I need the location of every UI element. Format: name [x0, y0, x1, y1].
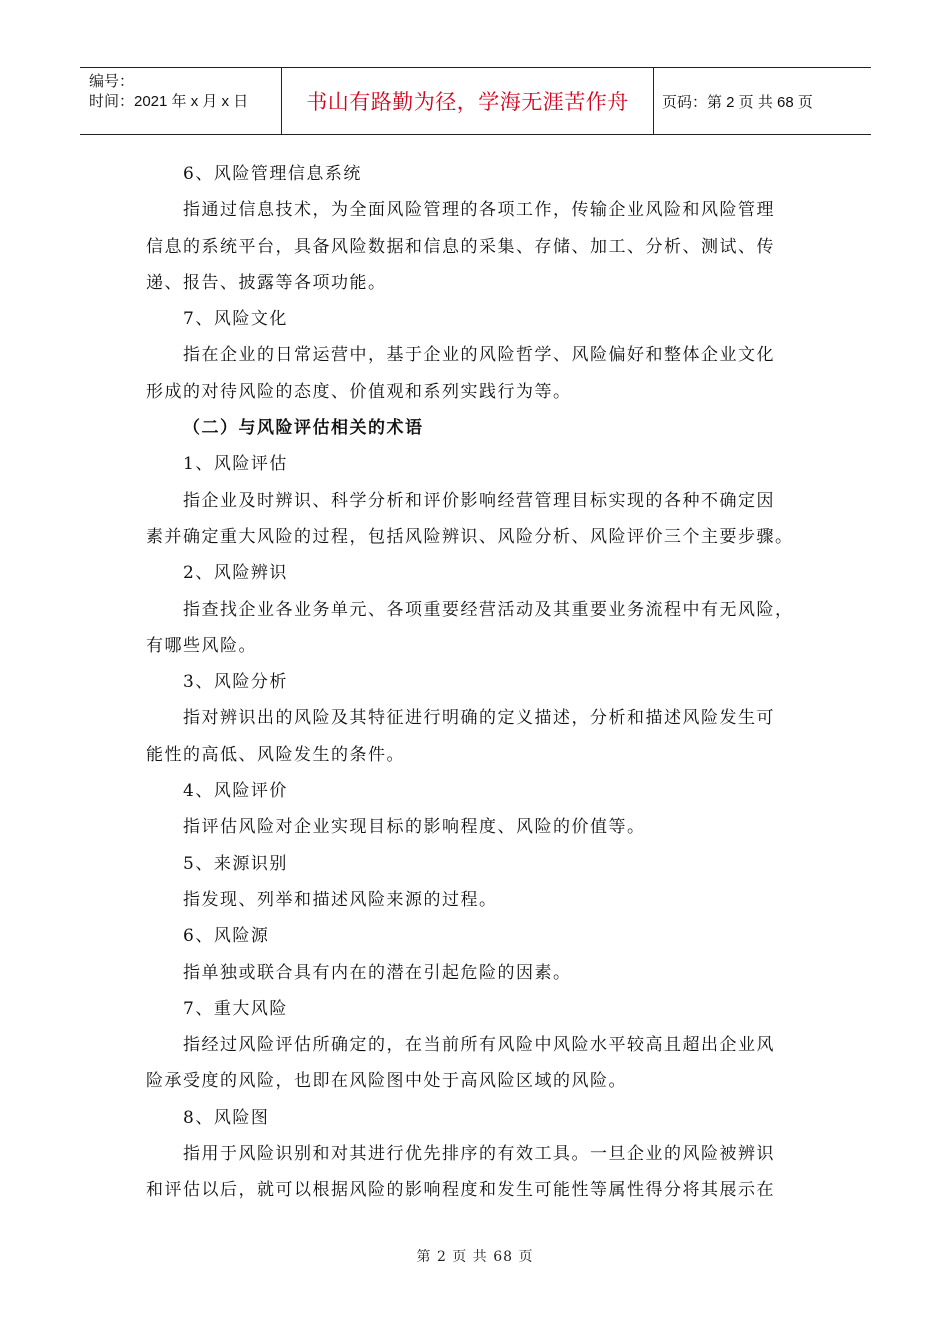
item-heading: 5、来源识别 [183, 853, 288, 874]
header-meta [80, 68, 282, 134]
page-footer: 第 2 页 共 68 页 [416, 1249, 534, 1265]
paragraph-line: 指用于风险识别和对其进行优先排序的有效工具。一旦企业的风险被辨识 [183, 1144, 775, 1165]
paragraph-line: 指通过信息技术，为全面风险管理的各项工作，传输企业风险和风险管理 [183, 200, 775, 221]
header-motto-cell [282, 68, 654, 134]
paragraph-line: 和评估以后，就可以根据风险的影响程度和发生可能性等属性得分将其展示在 [146, 1180, 775, 1201]
page-label: 页码：第 2 页 共 68 页 [662, 93, 813, 111]
item-heading: 1、风险评估 [183, 454, 288, 475]
header-page-cell [654, 68, 871, 134]
number-label: 编号： [89, 73, 135, 90]
section-heading: （二）与风险评估相关的术语 [183, 418, 424, 439]
paragraph-line: 指单独或联合具有内在的潜在引起危险的因素。 [183, 962, 572, 983]
item-heading: 3、风险分析 [183, 672, 288, 693]
paragraph-line: 有哪些风险。 [146, 635, 257, 656]
document-body [146, 156, 812, 1209]
page-header [80, 67, 871, 135]
item-heading: 6、风险源 [183, 926, 270, 947]
paragraph-line: 指企业及时辨识、科学分析和评价影响经营管理目标实现的各种不确定因 [183, 490, 775, 511]
paragraph-line: 信息的系统平台，具备风险数据和信息的采集、存储、加工、分析、测试、传 [146, 236, 775, 257]
paragraph-line: 指评估风险对企业实现目标的影响程度、风险的价值等。 [183, 817, 646, 838]
time-label: 时间：2021 年 x 月 x 日 [89, 93, 249, 110]
item-heading: 4、风险评价 [183, 781, 288, 802]
paragraph-line: 指在企业的日常运营中，基于企业的风险哲学、风险偏好和整体企业文化 [183, 345, 775, 366]
item-heading: 2、风险辨识 [183, 563, 288, 584]
item-heading: 6、风险管理信息系统 [183, 164, 362, 184]
item-heading: 7、风险文化 [183, 309, 288, 330]
paragraph-line: 递、报告、披露等各项功能。 [146, 272, 387, 293]
item-heading: 7、重大风险 [183, 998, 288, 1019]
paragraph-line: 指经过风险评估所确定的，在当前所有风险中风险水平较高且超出企业风 [183, 1035, 775, 1056]
paragraph-line: 能性的高低、风险发生的条件。 [146, 744, 405, 765]
item-heading: 8、风险图 [183, 1107, 270, 1128]
paragraph-line: 险承受度的风险，也即在风险图中处于高风险区域的风险。 [146, 1071, 627, 1092]
paragraph-line: 素并确定重大风险的过程，包括风险辨识、风险分析、风险评价三个主要步骤。 [146, 526, 794, 547]
paragraph-line: 指发现、列举和描述风险来源的过程。 [183, 889, 498, 910]
motto-text: 书山有路勤为径，学海无涯苦作舟 [306, 90, 629, 114]
paragraph-line: 指查找企业各业务单元、各项重要经营活动及其重要业务流程中有无风险， [183, 599, 794, 620]
paragraph-line: 形成的对待风险的态度、价值观和系列实践行为等。 [146, 381, 572, 402]
paragraph-line: 指对辨识出的风险及其特征进行明确的定义描述，分析和描述风险发生可 [183, 708, 775, 729]
